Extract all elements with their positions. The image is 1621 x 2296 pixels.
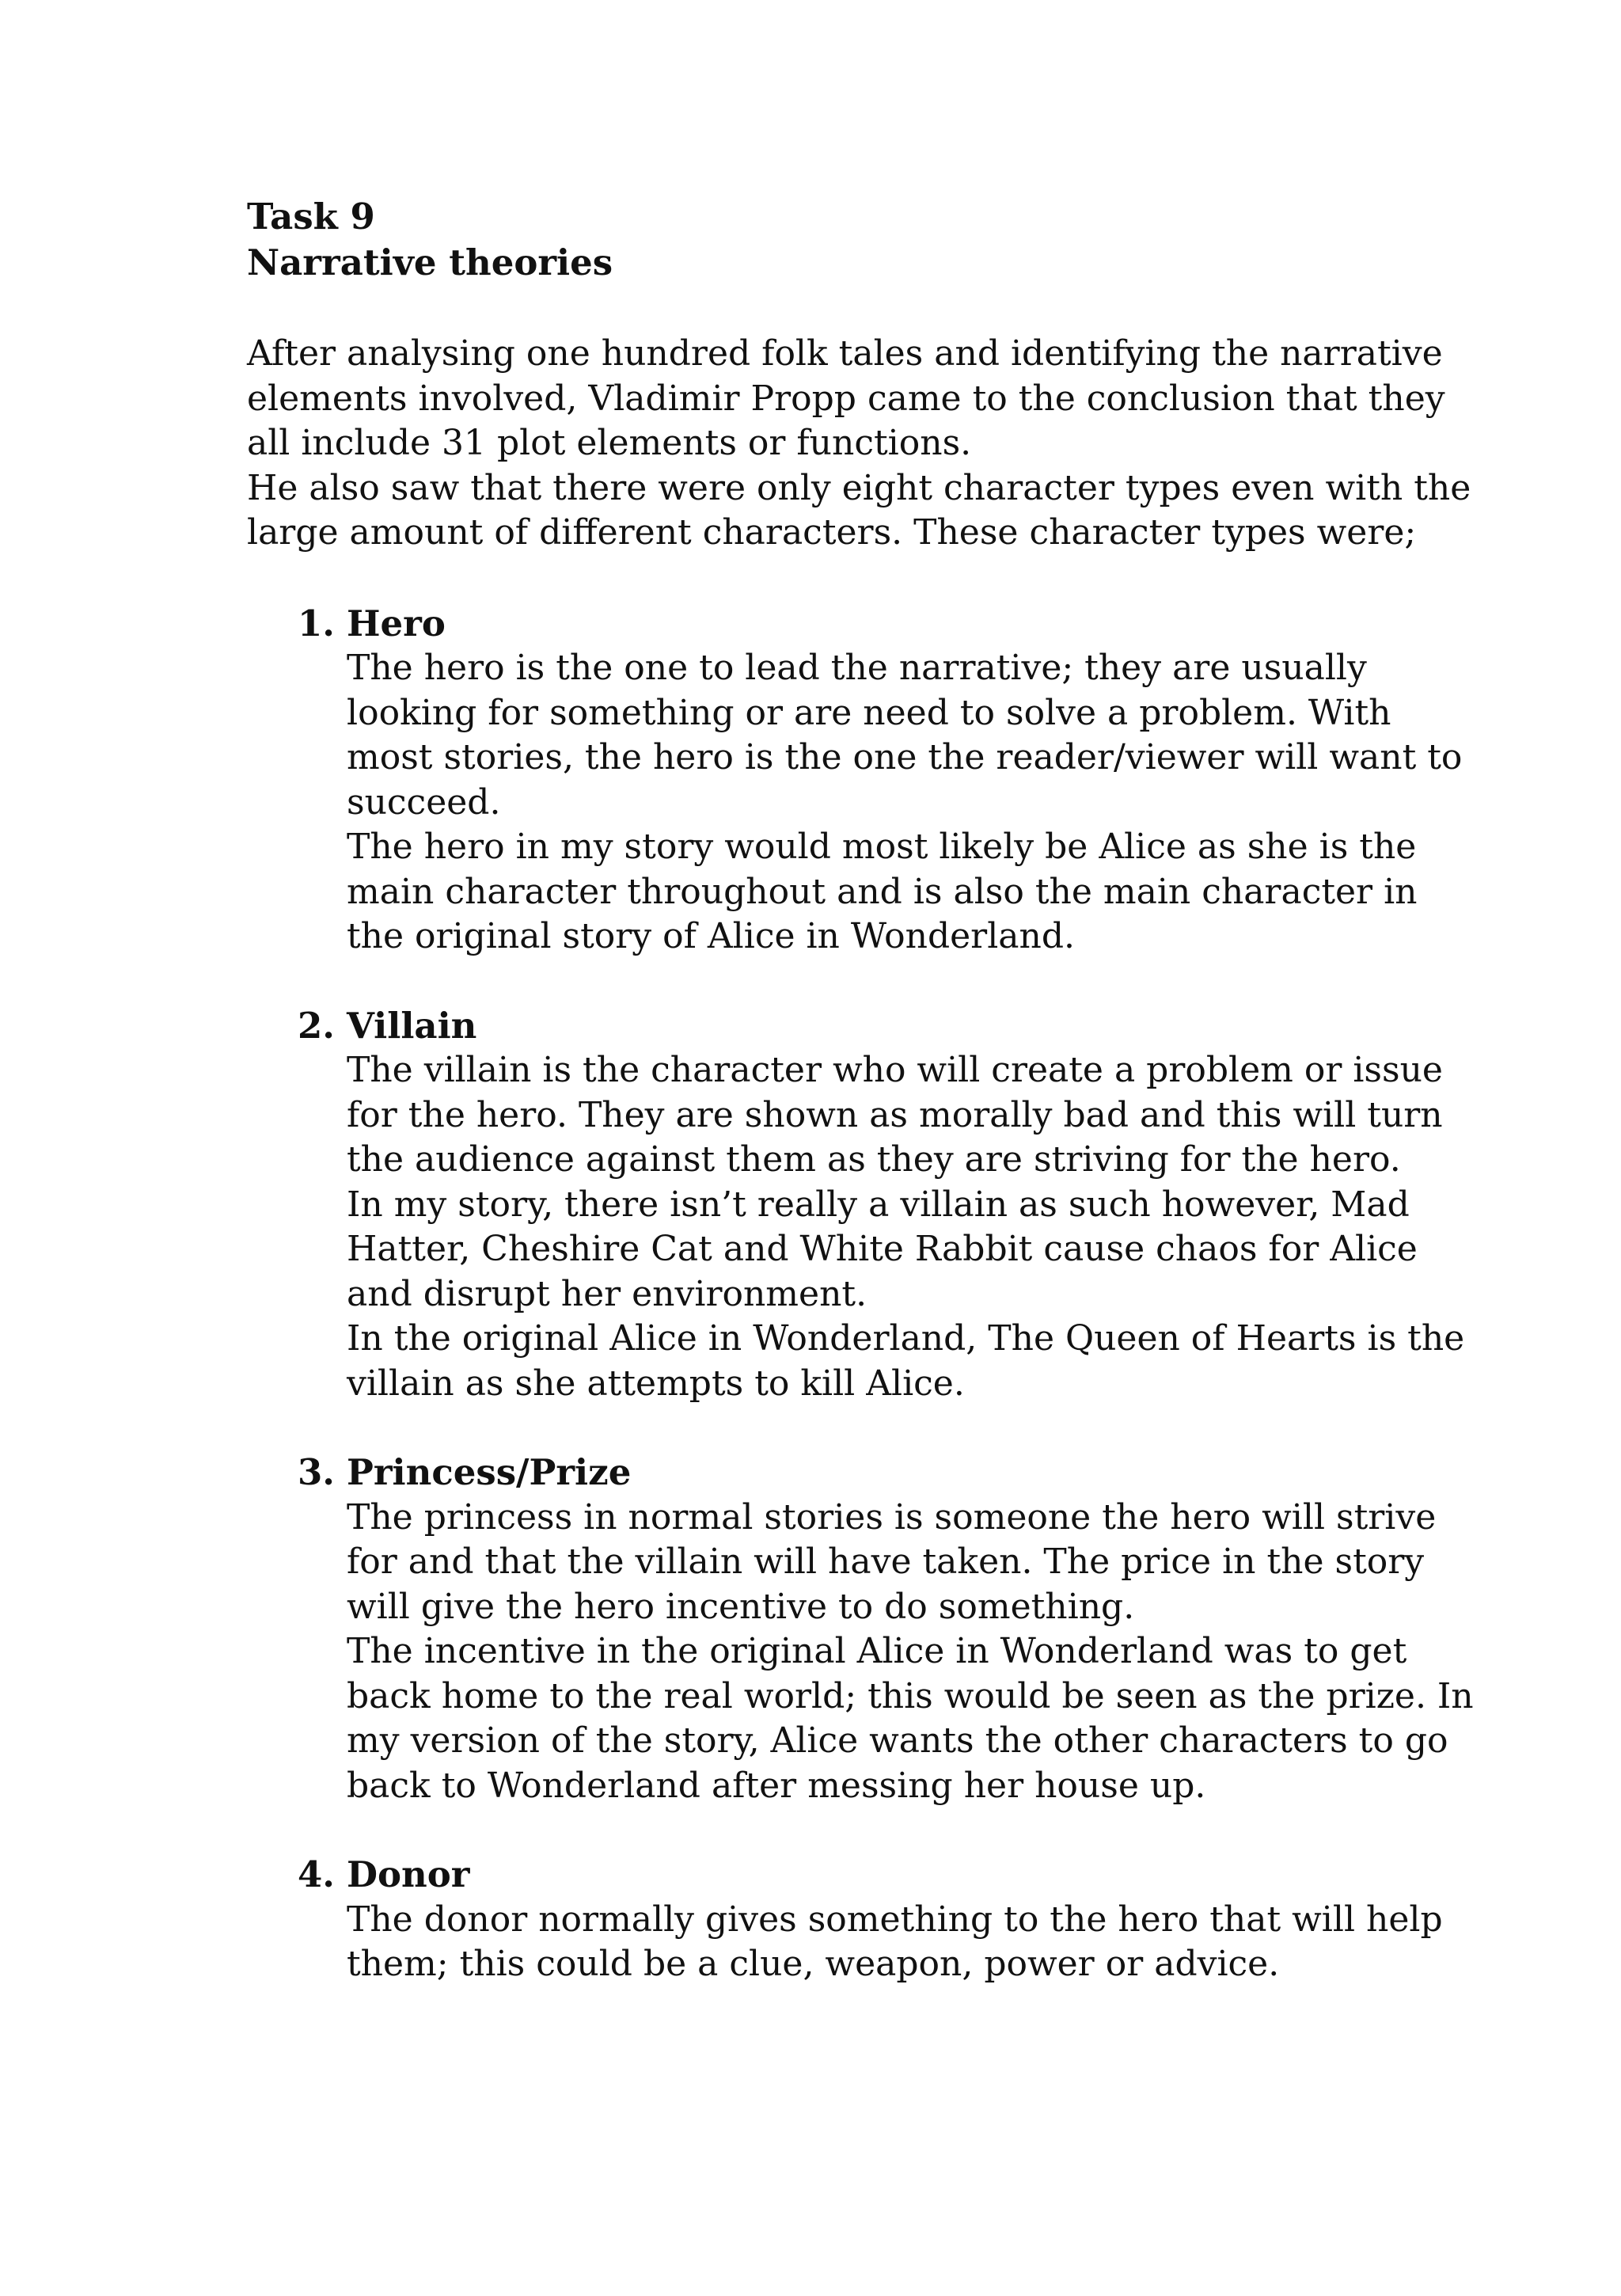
description-line: succeed. <box>347 781 501 823</box>
page-title: Narrative theories <box>247 241 613 283</box>
character-type-princess-prize <box>298 1450 1474 1808</box>
list-number: 1. <box>298 602 335 644</box>
description-line: The donor normally gives something to the hero that will help <box>347 1899 1443 1940</box>
description-line: for the hero. They are shown as morally bad and this will turn <box>347 1094 1443 1135</box>
list-number: 2. <box>298 1004 335 1047</box>
character-type-donor <box>298 1853 1443 1987</box>
character-type-title: Donor <box>347 1853 470 1895</box>
description-line: back home to the real world; this would be seen as the prize. In <box>347 1675 1474 1716</box>
character-type-title: Villain <box>347 1004 477 1047</box>
description-line: most stories, the hero is the one the reader/viewer will want to <box>347 737 1463 777</box>
description-line: In the original Alice in Wonderland, The Queen of Hearts is the <box>347 1318 1465 1359</box>
character-type-title: Princess/Prize <box>347 1451 632 1493</box>
task-number: Task 9 <box>247 196 375 238</box>
intro-line: large amount of different characters. These character types were; <box>247 512 1417 553</box>
description-line: and disrupt her environment. <box>347 1273 867 1314</box>
description-line: villain as she attempts to kill Alice. <box>347 1363 965 1404</box>
description-line: The incentive in the original Alice in Wonderland was to get <box>347 1631 1407 1671</box>
intro-line: He also saw that there were only eight character types even with the <box>247 467 1471 508</box>
intro-line: all include 31 plot elements or functions. <box>247 423 972 463</box>
document-page <box>247 194 1474 2032</box>
character-type-list <box>298 602 1474 1987</box>
description-line: main character throughout and is also the main character in <box>347 871 1418 912</box>
intro-line: After analysing one hundred folk tales and identifying the narrative <box>247 333 1443 374</box>
description-line: The hero is the one to lead the narrative; they are usually <box>347 648 1367 688</box>
description-line: my version of the story, Alice wants the other characters to go <box>347 1720 1448 1761</box>
description-line: In my story, there isn’t really a villain as such however, Mad <box>347 1184 1410 1225</box>
list-number: 3. <box>298 1451 335 1493</box>
list-number: 4. <box>298 1853 335 1895</box>
character-type-title: Hero <box>347 602 446 644</box>
description-line: the audience against them as they are striving for the hero. <box>347 1139 1401 1180</box>
description-line: The princess in normal stories is someone the hero will strive <box>347 1496 1437 1538</box>
character-type-villain <box>298 1004 1465 1407</box>
description-line: for and that the villain will have taken. The price in the story <box>347 1541 1425 1582</box>
intro-line: elements involved, Vladimir Propp came to the conclusion that they <box>247 378 1445 419</box>
description-line: The hero in my story would most likely be Alice as she is the <box>347 827 1417 867</box>
description-line: the original story of Alice in Wonderland. <box>347 916 1075 956</box>
description-line: them; this could be a clue, weapon, power or advice. <box>347 1944 1280 1984</box>
description-line: Hatter, Cheshire Cat and White Rabbit cause chaos for Alice <box>347 1229 1418 1269</box>
description-line: back to Wonderland after messing her house up. <box>347 1765 1206 1806</box>
description-line: will give the hero incentive to do something. <box>347 1586 1135 1627</box>
description-line: The villain is the character who will create a problem or issue <box>347 1050 1443 1090</box>
intro-paragraph <box>247 332 1471 556</box>
character-type-hero <box>298 602 1463 960</box>
description-line: looking for something or are need to solve a problem. With <box>347 692 1391 733</box>
